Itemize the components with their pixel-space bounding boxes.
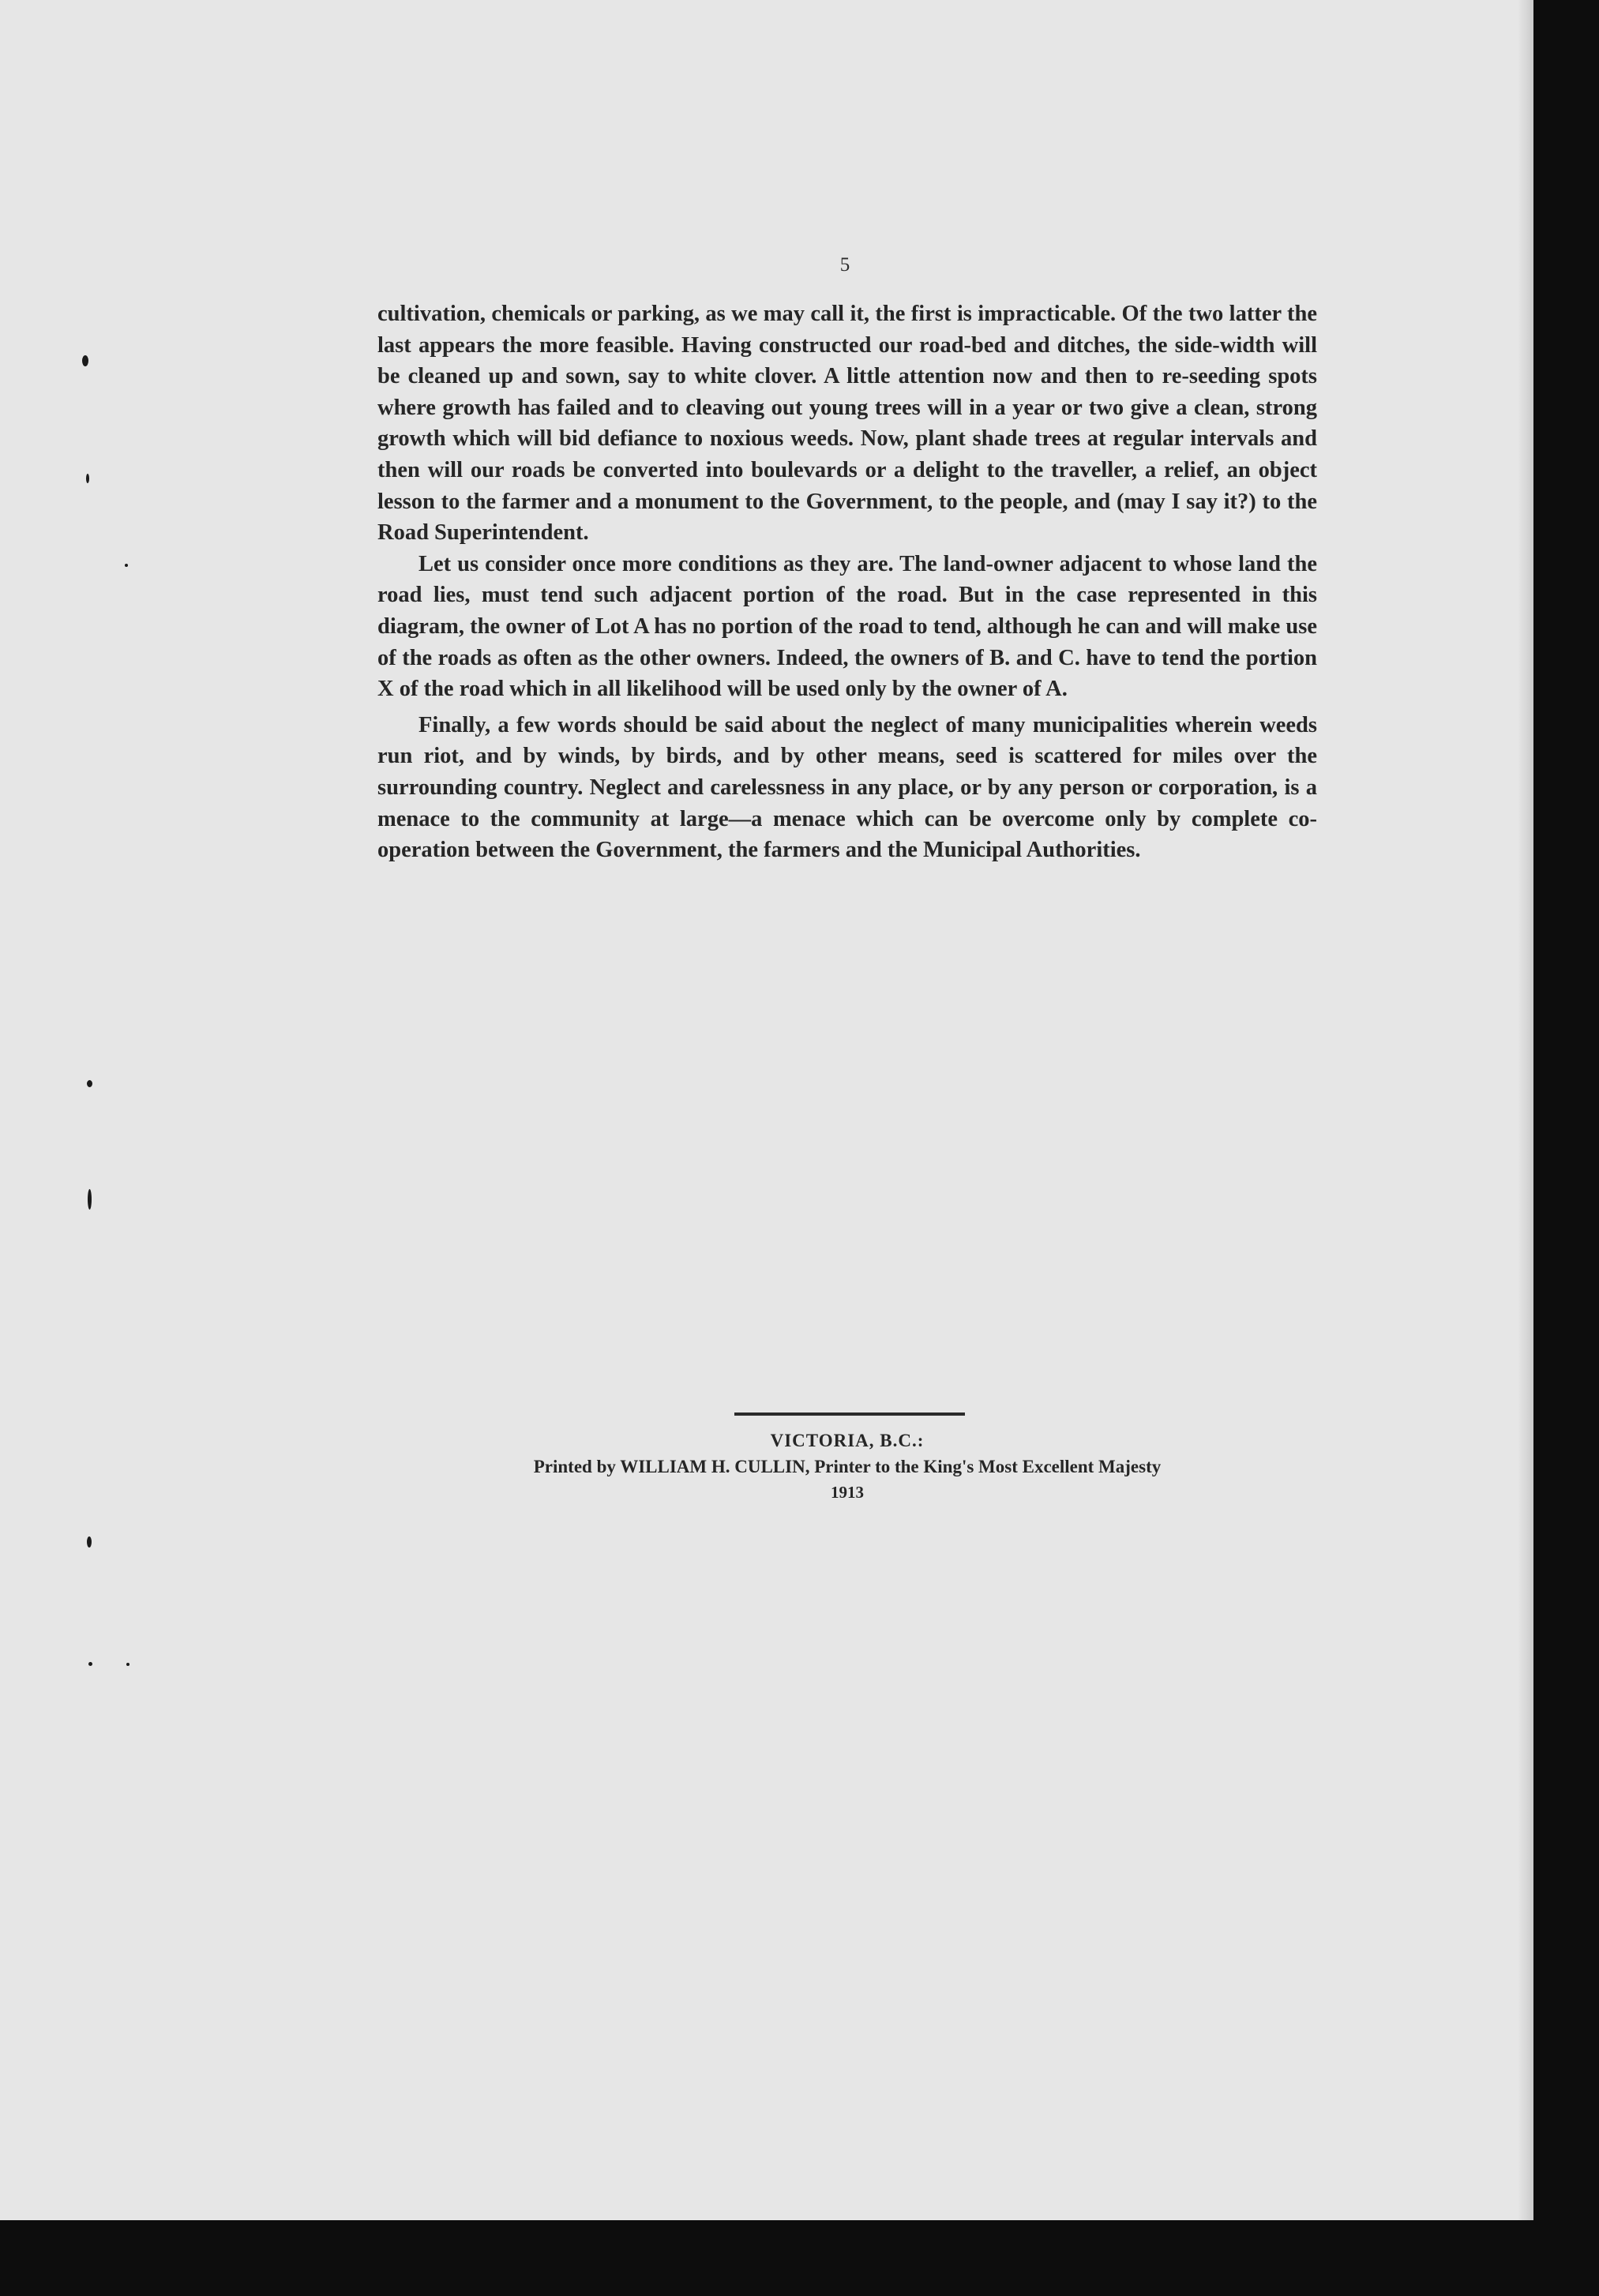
margin-speck — [87, 1080, 92, 1087]
margin-speck — [88, 1189, 92, 1210]
imprint-city: VICTORIA, B.C.: — [770, 1431, 925, 1450]
paragraph-3: Finally, a few words should be said about the neglect of many municipalities wherein weeds run riot, and by winds, by birds, and by other means, seed is scattered for miles over the surrounding country. Neglect and carelessness in any place, or by any person or corporation, is a menace to the community at large—a menace which can be overcome only by complete co-operation between the Government, the farmers and the Municipal Authorities. — [377, 712, 1317, 863]
imprint-rule — [734, 1412, 965, 1416]
margin-speck — [126, 1663, 129, 1666]
body-text — [377, 298, 1317, 866]
paragraph-2: Let us consider once more conditions as they are. The land-owner adjacent to whose land the road lies, must tend such adjacent portion of the road. But in the case represented in this diagram, the owner of Lot A has no portion of the road to tend, although he can and will make use of the roads as often as the other owners. Indeed, the owners of B. and C. have to tend the portion X of the road which in all likelihood will be used only by the owner of A. — [377, 551, 1317, 702]
paragraph-1: cultivation, chemicals or parking, as we may call it, the first is impracticable. Of the two latter the last appears the more feasible. Having constructed our road-bed and ditches, the side-width will be cleaned up and sown, say to white clover. A little attention now and then to re-seeding spots where growth has failed and to cleaving out young trees will in a year or two give a clean, strong growth which will bid defiance to noxious weeds. Now, plant shade trees at regular intervals and then will our roads be converted into boulevards or a delight to the traveller, a relief, an object lesson to the farmer and a monument to the Government, to the people, and (may I say it?) to the Road Superintendent. — [377, 302, 1317, 546]
margin-speck — [125, 564, 128, 567]
margin-speck — [88, 1662, 92, 1666]
margin-speck — [87, 1536, 92, 1548]
margin-speck — [86, 474, 89, 483]
page-edge-shadow — [1518, 0, 1533, 2220]
imprint-printer: Printed by WILLIAM H. CULLIN, Printer to the King's Most Excellent Majesty — [533, 1457, 1162, 1476]
page-number: 5 — [839, 254, 850, 276]
imprint-year: 1913 — [831, 1483, 864, 1502]
margin-speck — [82, 355, 88, 366]
